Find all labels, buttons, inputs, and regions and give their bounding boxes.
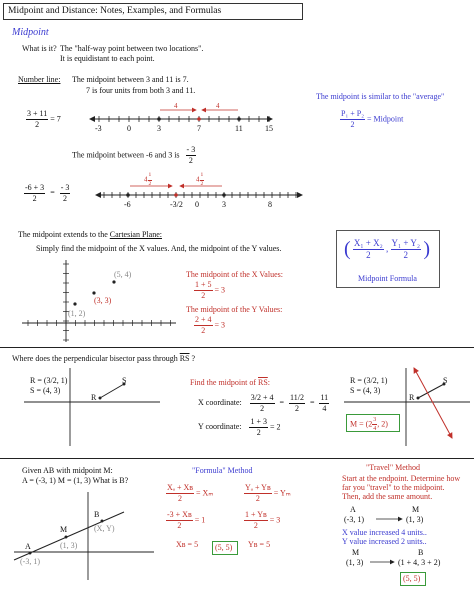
section-heading-midpoint: Midpoint [12,27,49,38]
nl1-tick-label: 15 [265,124,273,133]
example2-frac-num: - 3 [186,145,196,154]
coord-b: (X, Y) [94,524,115,533]
xc-den2: 2 [294,404,299,413]
example1-numerator: 3 + 11 [27,109,48,118]
xc-den3: 4 [322,404,327,413]
xc-den1: 2 [260,404,265,413]
cartesian-intro-prefix: The midpoint extends to the [18,230,108,239]
answer-prefix: M = (2 [350,419,373,429]
average-note: The midpoint is similar to the "average" [316,92,445,101]
nl2-tick-label: -3/2 [170,200,183,209]
formula-comma: , [386,243,389,254]
nl1-tick-label: -3 [95,124,102,133]
y-midpoint-title: The midpoint of the Y Values: [186,305,283,314]
travel-b-coord: (1 + 4, 3 + 2) [398,558,441,567]
travel-a-coord: (-3, 1) [344,515,364,524]
given-line1: Given AB with midpoint M: [22,466,113,475]
find-midpoint-seg: $\overline{RS}$ [258,378,268,387]
x-coordinate-label: X coordinate: [198,398,242,408]
fy-den: 2 [255,494,260,503]
example2-eq: = [50,188,55,198]
sy-den: 2 [253,521,258,530]
x-midpoint-title: The midpoint of the X Values: [186,270,283,279]
point-label-5-4: (5, 4) [114,270,132,279]
xc-eq2: = [309,398,315,408]
xc-num2: 11/2 [290,393,304,402]
fx-den: 2 [178,494,183,503]
find-midpoint-prefix: Find the midpoint of [190,378,256,387]
travel-m2-coord: (1, 3) [346,558,364,567]
travel-method-title: "Travel" Method [366,463,421,472]
sy-res: = 3 [269,515,281,525]
label-s: S [122,376,127,385]
nl1-tick-label: 7 [197,124,201,133]
what-is-line2: It is equidistant to each point. [60,54,155,63]
half-b-den: 2 [200,180,204,187]
bisector-question-end: ? [191,354,196,363]
travel-x-increase: X value increased 4 units.. [342,528,427,537]
half-a-num: 1 [148,173,153,181]
sx-den: 2 [177,521,182,530]
y-coordinate-label: Y coordinate: [198,422,242,432]
page-title: Midpoint and Distance: Notes, Examples, and Formulas [8,6,222,16]
sx-res: = 1 [194,515,206,525]
point-label-1-2: (1, 2) [68,309,86,318]
cartesian-intro-link: Cartesian Plane: [109,230,162,239]
nl2-tick-label: 3 [222,200,226,209]
r-given-2: R = (3/2, 1) [350,376,388,385]
formula-paren-close: ) [423,238,430,260]
arrow-label-4a: 4 [174,102,178,110]
travel-m-coord: (1, 3) [406,515,424,524]
label-m: M [60,525,68,534]
travel-answer: (5, 5) [403,574,421,583]
label-r: R [91,393,97,402]
yc-num: 1 + 3 [250,417,267,426]
example1-denominator: 2 [35,120,40,129]
answer-suffix: , 2) [377,419,388,429]
formula-method-title: "Formula" Method [192,466,253,475]
sx-num: -3 + Xʙ [167,510,192,519]
half-whole-a: 4 [144,175,148,184]
s-given: S = (4, 3) [30,386,61,395]
formula-paren-open: ( [344,238,351,260]
half-a-den: 2 [148,180,152,187]
midpoint-formula-label: Midpoint Formula [358,274,417,283]
y-midpoint-num: 2 + 4 [195,315,212,324]
xc-num3: 11 [320,393,329,402]
what-is-line1: The "half-way point between two locations". [60,44,204,53]
given-line2: A = (-3, 1) M = (1, 3) What is B? [22,476,129,485]
bisector-question-text: Where does the perpendicular bisector pass through [12,354,178,363]
half-whole-b: 4 [196,175,200,184]
fx-res: = Xₘ [196,488,214,498]
xc-num1: 3/2 + 4 [250,393,274,402]
travel-desc-2: far you "travel" to the midpoint. [342,483,445,492]
x-midpoint-res: = 3 [214,285,226,295]
nl2-tick-label: 8 [268,200,272,209]
example2-text-label: The midpoint between -6 and 3 is [72,150,180,160]
yc-den: 2 [256,428,261,437]
label-a: A [25,542,31,551]
number-line-text2: 7 is four units from both 3 and 11. [86,86,196,95]
travel-m: M [412,505,420,514]
nl2-tick-label: -6 [124,200,131,209]
travel-y-increase: Y value increased 2 units.. [342,537,427,546]
bisector-segment: $\overline{RS}$ [179,354,190,363]
average-denominator: 2 [350,120,355,129]
xc-eq1: = [279,398,285,408]
travel-desc-1: Start at the endpoint. Determine how [342,474,461,483]
example2-right-num: - 3 [60,183,70,192]
point-label-3-3: (3, 3) [94,296,112,305]
example2-left-num: -6 + 3 [25,183,45,192]
formula-answer: (5, 5) [215,543,233,552]
fx-num: Xₐ + Xʙ [167,483,194,492]
example1-result: = 7 [50,114,61,124]
answer-num: 3 [373,417,377,423]
number-line-label: Number line: [18,75,61,84]
arrow-label-4b: 4 [216,102,220,110]
sy-num: 1 + Yʙ [245,510,267,519]
y-midpoint-res: = 3 [214,320,226,330]
travel-m2: M [352,548,360,557]
s-given-2: S = (4, 3) [350,386,381,395]
what-is-label: What is it? [22,44,57,53]
formula-y-num: Y₁ + Y₂ [391,238,421,248]
yb-result: Yʙ = 5 [248,540,271,549]
travel-a: A [350,505,356,514]
fy-res: = Yₘ [273,488,291,498]
x-midpoint-den: 2 [201,291,206,300]
find-midpoint-end: : [267,378,271,387]
coord-a: (-3, 1) [20,557,40,566]
average-result: = Midpoint [367,114,404,124]
fy-num: Yₐ + Yʙ [245,483,271,492]
answer-den: 4 [373,426,377,432]
x-midpoint-num: 1 + 5 [195,280,212,289]
example2-frac-den: 2 [188,156,193,165]
average-numerator: P₁ + P₂ [341,109,364,118]
travel-desc-3: Then, add the same amount. [342,492,433,501]
example2-left-den: 2 [32,194,37,203]
half-b-num: 1 [200,173,205,181]
formula-y-den: 2 [403,250,409,260]
formula-x-den: 2 [366,250,371,260]
nl1-tick-label: 0 [127,124,131,133]
number-line-text1: The midpoint between 3 and 11 is 7. [72,75,189,84]
coord-m: (1, 3) [60,541,78,550]
nl1-tick-label: 3 [157,124,161,133]
y-midpoint-den: 2 [201,326,206,335]
nl2-tick-label: 0 [195,200,199,209]
label-r-2: R [409,393,415,402]
cartesian-instruction: Simply find the midpoint of the X values. And, the midpoint of the Y values. [36,244,282,253]
formula-x-num: X₁ + X₂ [353,238,383,248]
r-given: R = (3/2, 1) [30,376,68,385]
yc-res: = 2 [269,422,281,432]
nl1-tick-label: 11 [235,124,243,133]
label-b: B [94,510,100,519]
travel-b: B [418,548,424,557]
label-s-2: S [443,376,448,385]
xb-result: Xʙ = 5 [176,540,199,549]
example2-right-den: 2 [63,194,68,203]
